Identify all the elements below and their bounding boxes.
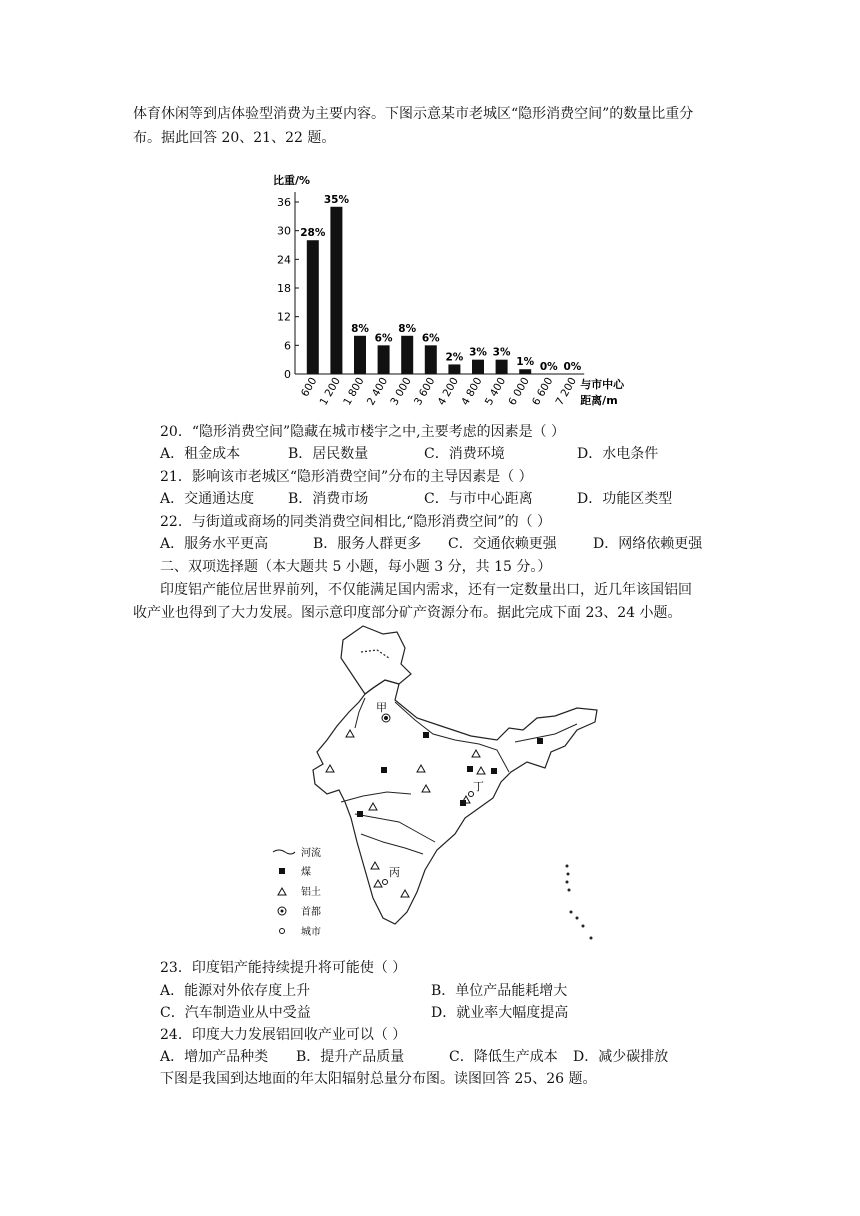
bar (519, 369, 531, 374)
intro-line-2: 布。据此回答 20、21、22 题。 (133, 130, 336, 146)
legend-coal-label: 煤 (301, 867, 311, 878)
q21-option-c: C．与市中心距离 (424, 491, 533, 507)
bar-data-label: 35% (323, 193, 349, 206)
bar (307, 240, 319, 374)
q21-option-d: D．功能区类型 (577, 491, 673, 507)
bar-data-label: 0% (563, 361, 582, 373)
y-tick-label: 24 (277, 253, 291, 267)
capital-marker (382, 714, 390, 722)
q23-stem: 23．印度铝产能持续提升将可能使（ ） (160, 960, 407, 976)
coal-markers (357, 732, 543, 817)
west-river (355, 698, 365, 728)
section-2-heading: 二、双项选择题（本大题共 5 小题，每小题 3 分，共 15 分。） (160, 559, 552, 575)
bar (330, 207, 342, 374)
last-instruction-line: 下图是我国到达地面的年太阳辐射总量分布图。读图回答 25、26 题。 (160, 1071, 597, 1087)
q22-option-d: D．网络依赖更强 (593, 536, 703, 552)
q21-option-b: B．消费市场 (288, 491, 369, 507)
bar (496, 360, 508, 374)
x-tick-label: 1 200 (317, 375, 343, 408)
legend-river-label: 河流 (301, 848, 321, 859)
kashmir-outline (341, 626, 411, 694)
bar-data-label: 2% (445, 351, 464, 364)
x-tick-label: 6 600 (529, 375, 556, 408)
bar-data-label: 0% (539, 361, 558, 373)
para2-line-1: 印度铝产能位居世界前列，不仅能满足国内需求，还有一定数量出口，近几年该国铝回 (160, 582, 692, 598)
y-tick-label: 30 (277, 224, 291, 238)
ganges-river (395, 702, 509, 772)
x-axis-title-line2: 距离/m (580, 394, 618, 407)
map-label-bing: 丙 (389, 866, 400, 879)
godavari-river (355, 814, 435, 842)
q22-option-c: C．交通依赖更强 (448, 536, 557, 552)
bar (448, 364, 460, 374)
bar (425, 345, 437, 374)
x-tick-label: 4 800 (459, 375, 485, 408)
x-tick-label: 3 000 (388, 375, 414, 408)
bar-chart (255, 172, 635, 420)
y-tick-label: 6 (284, 339, 291, 353)
q21-option-a: A．交通通达度 (160, 491, 255, 507)
bar (378, 345, 390, 374)
bar-data-label: 8% (351, 322, 369, 335)
x-tick-label: 4 200 (435, 375, 461, 408)
legend-city-symbol (280, 929, 285, 934)
q24-option-c: C．降低生产成本 (449, 1049, 558, 1065)
q22-option-a: A．服务水平更高 (160, 536, 269, 552)
para2-line-2: 收产业也得到了大力发展。图示意印度部分矿产资源分布。据此完成下面 23、24 小题。 (133, 605, 682, 621)
legend-capital-label: 首都 (301, 907, 321, 918)
q23-option-b: B．单位产品能耗增大 (431, 983, 568, 999)
q22-option-b: B．服务人群更多 (313, 536, 422, 552)
bar-data-label: 6% (374, 332, 393, 345)
bar-data-label: 3% (469, 346, 487, 359)
bar-data-label: 1% (516, 356, 535, 369)
q22-stem: 22．与街道或商场的同类消费空间相比,“隐形消费空间”的（ ） (160, 514, 552, 530)
q20-stem: 20．“隐形消费空间”隐藏在城市楼宇之中,主要考虑的因素是（ ） (160, 424, 566, 440)
bar-data-label: 6% (421, 332, 440, 345)
y-tick-label: 36 (277, 196, 291, 209)
india-map-svg (265, 622, 625, 952)
q24-option-d: D．减少碳排放 (573, 1049, 669, 1065)
bar-data-label: 3% (492, 346, 511, 359)
map-legend (273, 846, 321, 938)
legend-bauxite-label: 铝土 (301, 887, 321, 898)
legend-river-symbol (273, 850, 295, 854)
q23-option-d: D．就业率大幅度提高 (431, 1005, 569, 1021)
bar-data-label: 8% (398, 322, 417, 335)
y-tick-label: 18 (277, 282, 291, 295)
y-tick-label: 0 (284, 368, 291, 381)
india-map (265, 622, 625, 952)
q20-option-a: A．租金成本 (160, 446, 241, 462)
x-axis-title-line1: 与市中心 (580, 378, 625, 391)
bar (401, 336, 413, 374)
x-tick-label: 600 (298, 375, 320, 399)
andaman-islands (566, 865, 593, 940)
kashmir-dotted-border (361, 650, 389, 658)
y-tick-label: 12 (277, 310, 291, 324)
x-tick-label: 3 600 (411, 375, 438, 408)
legend-coal-symbol (279, 868, 285, 874)
map-label-ding: 丁 (473, 780, 484, 793)
bar-data-label: 28% (300, 227, 326, 240)
q24-stem: 24．印度大力发展铝回收产业可以（ ） (160, 1027, 407, 1043)
bar (354, 336, 366, 374)
q20-option-c: C．消费环境 (424, 446, 505, 462)
q23-option-a: A．能源对外依存度上升 (160, 983, 311, 999)
legend-city-label: 城市 (301, 927, 321, 938)
q24-option-b: B．提升产品质量 (296, 1049, 405, 1065)
q24-option-a: A．增加产品种类 (160, 1049, 269, 1065)
q20-option-b: B．居民数量 (288, 446, 369, 462)
bar-chart-svg (255, 172, 635, 420)
x-tick-label: 6 000 (506, 375, 532, 408)
q23-option-c: C．汽车制造业从中受益 (160, 1005, 311, 1021)
narmada-river (341, 792, 411, 802)
x-tick-label: 7 200 (553, 375, 579, 408)
intro-line-1: 体育休闲等到店体验型消费为主要内容。下图示意某市老城区“隐形消费空间”的数量比重分 (133, 106, 694, 122)
q21-stem: 21．影响该市老城区“隐形消费空间”分布的主导因素是（ ） (160, 469, 533, 485)
india-mainland-outline (313, 680, 597, 924)
x-tick-label: 1 800 (341, 375, 367, 408)
q20-option-d: D．水电条件 (577, 446, 659, 462)
x-tick-label: 5 400 (482, 375, 509, 408)
brahmaputra-river (515, 724, 577, 742)
legend-bauxite-symbol (278, 888, 286, 895)
y-axis-title: 比重/% (273, 174, 311, 187)
x-tick-label: 2 400 (364, 375, 391, 408)
map-label-jia: 甲 (376, 701, 387, 714)
krishna-river (361, 834, 423, 854)
bar (472, 360, 484, 374)
